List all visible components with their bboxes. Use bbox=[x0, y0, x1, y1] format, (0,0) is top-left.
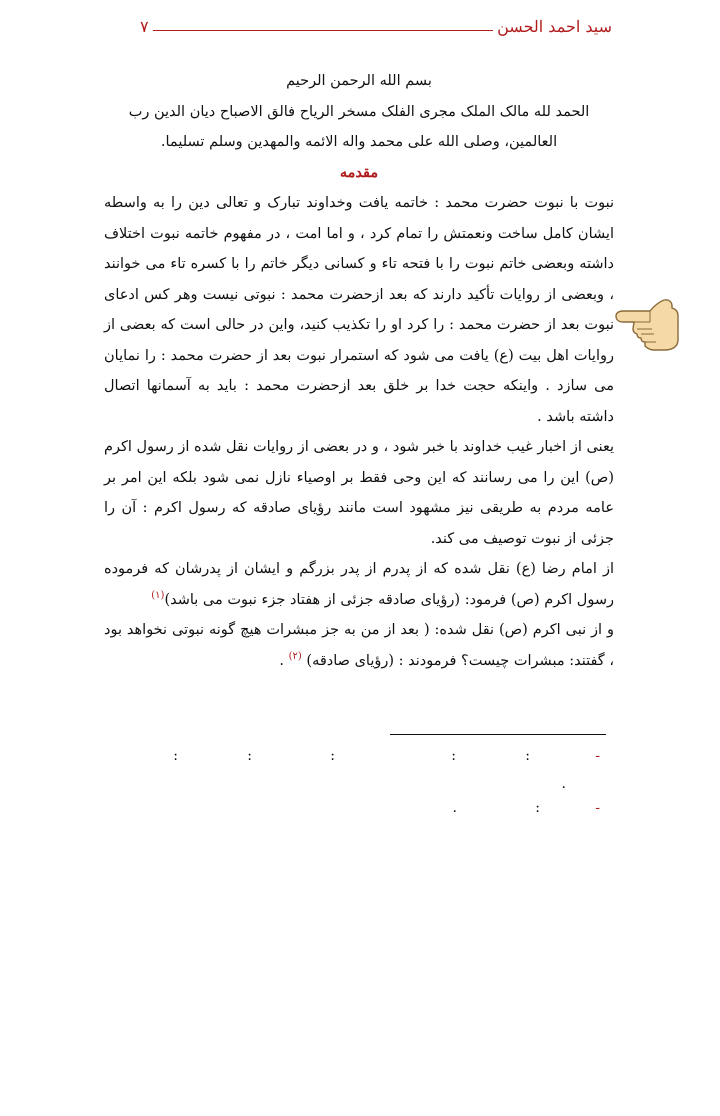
quote-text: و از نبی اکرم (ص) نقل شده: ( بعد از من به جز مبشرات هیچ گونه نبوتی نخواهد بود ، گفتند: مبشرات چیست؟ فرمودند : (رؤیای صادقه) bbox=[104, 622, 614, 669]
footnote-colon: : bbox=[330, 748, 335, 764]
footnote-rule bbox=[390, 734, 606, 735]
hadith-quote bbox=[104, 615, 614, 676]
basmala: بسم الله الرحمن الرحیم bbox=[286, 73, 432, 89]
footnote-dot: . bbox=[452, 800, 457, 816]
page-number: ۷ bbox=[140, 17, 149, 36]
footnote-dot: . bbox=[561, 776, 566, 792]
footnote-colon: : bbox=[451, 748, 456, 764]
footnote-line bbox=[170, 748, 610, 768]
hadith-quote bbox=[104, 554, 614, 615]
footnote-line bbox=[170, 776, 610, 796]
paragraph: یعنی از اخبار غیب خداوند با خبر شود ، و در بعضی از روایات نقل شده از رسول اکرم (ص) این را می رسانند که این وحی فقط بر اوصیاء نازل نمی شود بلکه این امر بر عامه مردم به طریقی نیز مشهود است مانند رؤیای صادقه که رسول اکرم : آن را جزئی از نبوت توصیف می کند. bbox=[104, 439, 614, 547]
invocation: الحمد لله مالک الملک مجری الفلک مسخر الریاح فالق الاصباح دیان الدین رب العالمین، وصلی الله علی محمد واله الائمه والمهدین وسلم تسلیما. bbox=[128, 103, 590, 150]
footnote-ref[interactable]: (۲) bbox=[288, 650, 302, 662]
footnote-dash: - bbox=[595, 800, 600, 816]
header-rule bbox=[153, 30, 494, 31]
footnote-colon: : bbox=[247, 748, 252, 764]
quote-text: از امام رضا (ع) نقل شده که از پدرم از پدر بزرگم و ایشان از پدرشان که فرموده رسول اکرم (ص) فرمود: (رؤیای صادقه جزئی از هفتاد جزء نبوت می باشد) bbox=[104, 561, 614, 608]
paragraph: نبوت با نبوت حضرت محمد : خاتمه یافت وخداوند تبارک و تعالی دین را به واسطه ایشان کامل ساخت ونعمتش را تمام کرد ، و اما امت ، در مفهوم خاتمه نبوت اختلاف داشته وبعضی خاتم نبوت را با فتحه تاء و کسانی دیگر خاتم را با کسره تاء می خوانند ، وبعضی از روایات تأکید دارند که بعد ازحضرت محمد : نبوتی نیست وهر کس ادعای نبوت بعد از حضرت محمد : را کرد او را تکذیب کنید، واین در حالی است که بعضی از روایات اهل بیت (ع) یافت می شود که استمرار نبوت بعد از حضرت محمد : را نمایان می سازد . واینکه حجت خدا بر خلق بعد ازحضرت محمد : باید به آسمانها اتصال داشته باشد . bbox=[104, 195, 614, 425]
footnote-colon: : bbox=[535, 800, 540, 816]
running-header bbox=[140, 10, 612, 36]
footnote-colon: : bbox=[525, 748, 530, 764]
footnote-line bbox=[170, 800, 610, 820]
footnote-dash: - bbox=[595, 748, 600, 764]
footnote-ref[interactable]: (۱) bbox=[151, 589, 165, 601]
quote-end: . bbox=[279, 652, 289, 669]
footnote-colon: : bbox=[173, 748, 178, 764]
author-name: سید احمد الحسن bbox=[497, 17, 612, 36]
hand-pointing-left-icon bbox=[614, 292, 680, 356]
page-body bbox=[104, 66, 614, 676]
section-title: مقدمه bbox=[339, 163, 379, 181]
